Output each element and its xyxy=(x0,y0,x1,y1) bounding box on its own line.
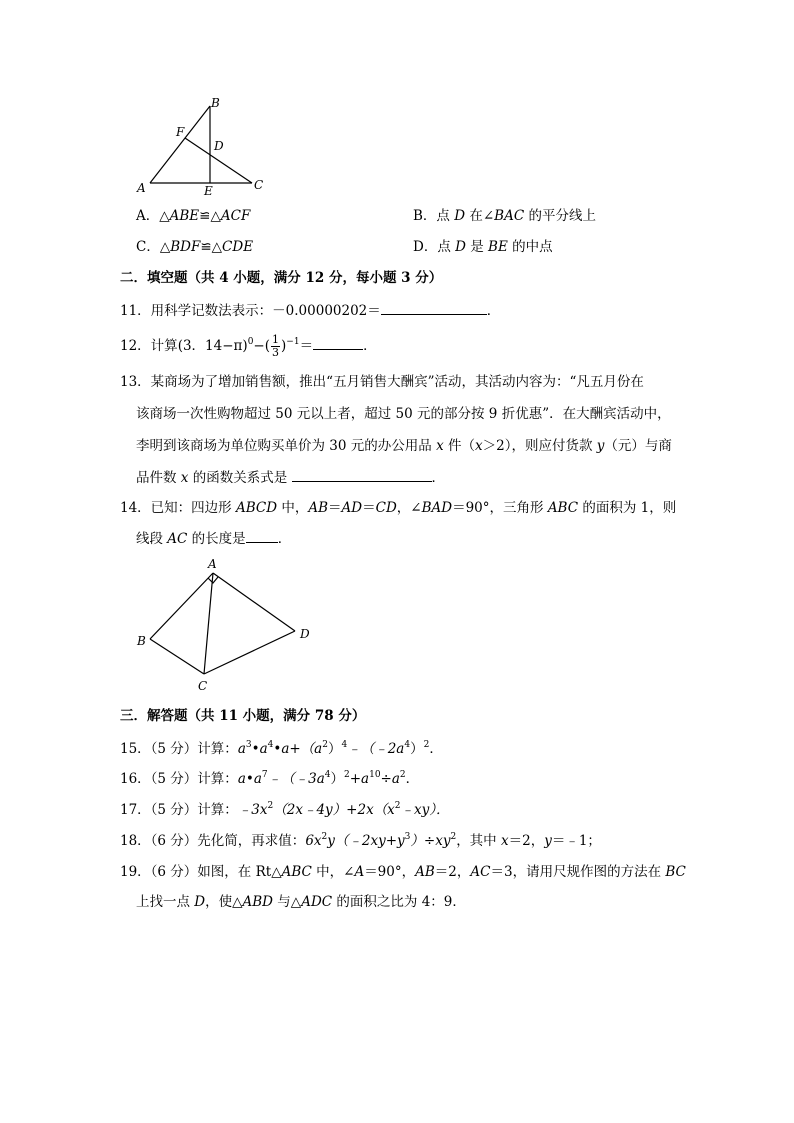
label-C: C xyxy=(254,178,264,192)
question-13-line-3: 李明到该商场为单位购买单价为 30 元的办公用品 x 件（x＞2），则应付货款 y（元）与商 xyxy=(136,438,672,454)
question-13-line-4: 品件数 x 的函数关系式是 ． xyxy=(136,470,446,486)
segment-AD xyxy=(213,573,295,631)
question-16: 16．（5 分）计算：$a•a^7﹣(﹣3a^4)^2+a^{10}\div a^2$． xyxy=(120,770,420,787)
segment-AB xyxy=(150,573,213,639)
label-A: A xyxy=(208,557,217,571)
segment-AC xyxy=(204,573,213,674)
label-B: B xyxy=(211,96,220,110)
question-11: 11．用科学记数法表示：－0.00000202＝ ． xyxy=(120,303,501,319)
label-C: C xyxy=(198,679,208,693)
question-13-line-1: 13．某商场为了增加销售额，推出“五月销售大酬宾”活动，其活动内容为：“凡五月份在 xyxy=(120,374,644,390)
fraction-one-third: $\frac{1}{3}$ xyxy=(272,333,280,359)
question-14-line-1: 14．已知：四边形 ABCD 中，AB＝AD＝CD，∠BAD＝90°，三角形 ABC 的面积为 1，则 xyxy=(120,500,677,516)
question-18: 18．（6 分）先化简，再求值：$6x^2y(﹣2xy+y^3)\div xy^2$，其中 x＝2，y＝﹣1； xyxy=(120,832,601,849)
question-12: 12．计算(3．14−π)$^0$−( $\frac{1}{3}$ )$^{-1}$＝ ． xyxy=(120,333,377,359)
question-19-line-1: 19．（6 分）如图，在 Rt△ABC 中，∠A＝90°，AB＝2，AC＝3，请用尺规作图的方法在 BC xyxy=(120,864,686,880)
option-a: A．△ABE≌△ACF xyxy=(136,208,251,224)
quadrilateral-figure xyxy=(130,555,320,697)
answer-blank[interactable] xyxy=(246,530,278,543)
segment-BC xyxy=(150,639,204,674)
segment-AB xyxy=(150,106,210,183)
question-13-line-2: 该商场一次性购物超过 50 元以上者，超过 50 元的部分按 9 折优惠”．在大酬宾活动中， xyxy=(136,406,671,422)
label-A: A xyxy=(137,181,146,195)
label-D: D xyxy=(300,627,310,641)
label-D: D xyxy=(214,139,224,153)
question-17: 17．（5 分）计算：$﹣3x^2(2x﹣4y)+2x(x^2﹣xy)$． xyxy=(120,801,450,818)
section-3-title: 三．解答题（共 11 小题，满分 78 分） xyxy=(120,708,366,724)
answer-blank[interactable] xyxy=(292,469,432,482)
triangle-figure-1 xyxy=(130,96,270,200)
question-19-line-2: 上找一点 D，使△ABD 与△ADC 的面积之比为 4：9． xyxy=(136,894,466,910)
answer-blank[interactable] xyxy=(381,302,487,315)
option-d: D．点 D 是 BE 的中点 xyxy=(413,239,553,255)
option-c: C．△BDF≌△CDE xyxy=(136,239,254,255)
label-F: F xyxy=(176,125,185,139)
question-15: 15．（5 分）计算：$a^3•a^4•a+(a^2)^4﹣(﹣2a^4)^2$． xyxy=(120,740,443,757)
option-b: B．点 D 在∠BAC 的平分线上 xyxy=(413,208,596,224)
section-2-title: 二．填空题（共 4 小题，满分 12 分，每小题 3 分） xyxy=(120,270,443,286)
label-B: B xyxy=(137,634,146,648)
answer-blank[interactable] xyxy=(313,337,363,350)
question-14-line-2: 线段 AC 的长度是 ． xyxy=(136,531,292,547)
label-E: E xyxy=(204,184,213,198)
segment-CD xyxy=(204,631,295,674)
